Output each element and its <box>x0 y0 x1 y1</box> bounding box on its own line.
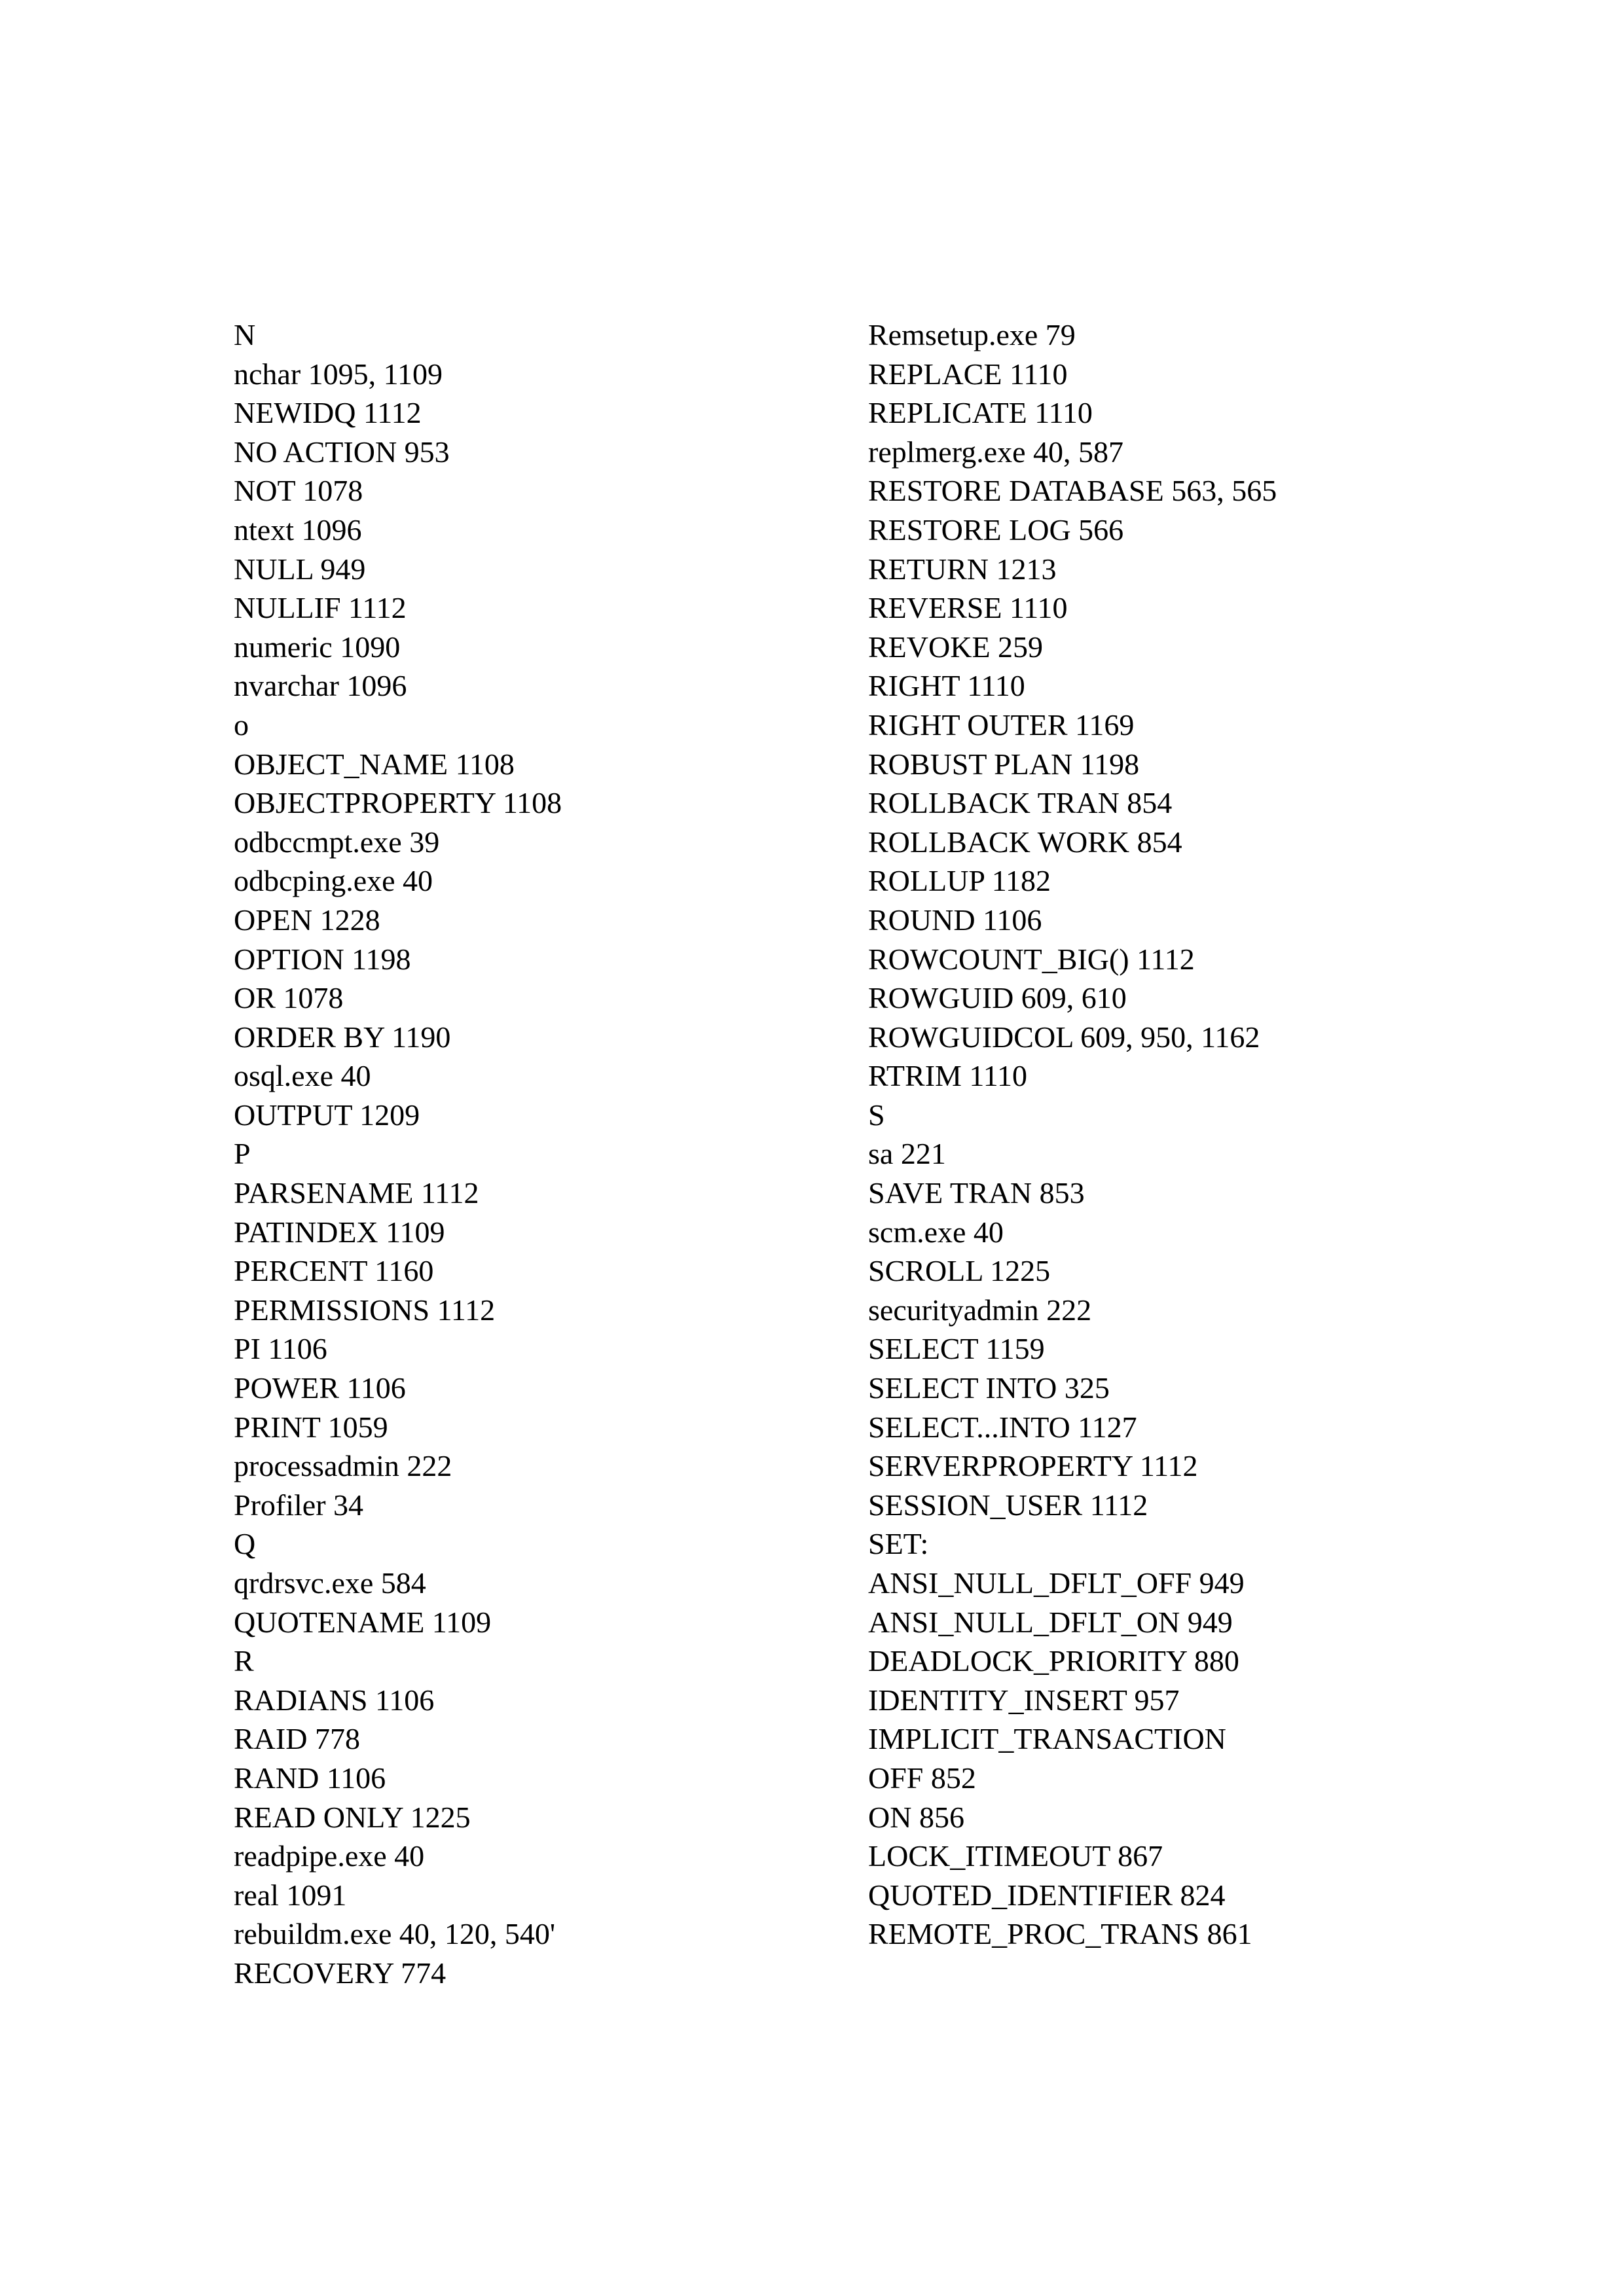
index-entry: ROBUST PLAN 1198 <box>868 747 1140 781</box>
index-entry: READ ONLY 1225 <box>234 1800 471 1834</box>
index-entry: RECOVERY 774 <box>234 1956 447 1990</box>
index-entry: processadmin 222 <box>234 1449 452 1483</box>
index-entry: SET: <box>868 1527 929 1561</box>
index-entry: NEWIDQ 1112 <box>234 396 422 430</box>
index-entry: PERMISSIONS 1112 <box>234 1293 496 1327</box>
index-entry: readpipe.exe 40 <box>234 1839 425 1873</box>
index-entry: S <box>868 1098 885 1132</box>
index-entry: odbcping.exe 40 <box>234 864 433 898</box>
index-entry: OBJECT_NAME 1108 <box>234 747 515 781</box>
index-entry: Q <box>234 1527 256 1561</box>
index-entry: ROWCOUNT_BIG() 1112 <box>868 942 1195 976</box>
index-entry: ROWGUID 609, 610 <box>868 981 1127 1015</box>
index-entry: RIGHT 1110 <box>868 669 1025 703</box>
index-entry: ntext 1096 <box>234 512 362 547</box>
index-entry: SELECT INTO 325 <box>868 1371 1110 1405</box>
index-entry: Remsetup.exe 79 <box>868 318 1076 351</box>
index-entry: OBJECTPROPERTY 1108 <box>234 786 562 820</box>
index-entry: qrdrsvc.exe 584 <box>234 1566 426 1600</box>
index-entry: REVOKE 259 <box>868 630 1044 664</box>
index-left-column <box>234 315 823 1993</box>
index-entry: OFF 852 <box>868 1761 976 1795</box>
index-entry: RAND 1106 <box>234 1761 386 1795</box>
index-entry: NOT 1078 <box>234 474 363 508</box>
index-entry: Profiler 34 <box>234 1488 364 1522</box>
index-entry: OUTPUT 1209 <box>234 1098 420 1132</box>
index-entry: RIGHT OUTER 1169 <box>868 708 1135 742</box>
index-entry: RAID 778 <box>234 1722 360 1756</box>
index-entry: sa 221 <box>868 1137 946 1171</box>
index-entry: REMOTE_PROC_TRANS 861 <box>868 1917 1252 1951</box>
index-entry: ROLLBACK TRAN 854 <box>868 786 1173 820</box>
index-entry: RESTORE DATABASE 563, 565 <box>868 474 1277 508</box>
index-entry: ROWGUIDCOL 609, 950, 1162 <box>868 1020 1260 1054</box>
index-entry: N <box>234 318 256 351</box>
index-entry: nchar 1095, 1109 <box>234 357 443 391</box>
index-entry: SELECT...INTO 1127 <box>868 1410 1137 1444</box>
index-entry: IMPLICIT_TRANSACTION <box>868 1722 1226 1756</box>
index-entry: PRINT 1059 <box>234 1410 388 1444</box>
index-entry: PI 1106 <box>234 1332 327 1366</box>
index-entry: R <box>234 1644 254 1678</box>
index-entry: ANSI_NULL_DFLT_ON 949 <box>868 1605 1233 1639</box>
index-entry: SESSION_USER 1112 <box>868 1488 1148 1522</box>
index-entry: RTRIM 1110 <box>868 1059 1028 1093</box>
index-entry: NO ACTION 953 <box>234 435 450 469</box>
index-entry: OPEN 1228 <box>234 903 380 937</box>
index-entry: securityadmin 222 <box>868 1293 1092 1327</box>
index-entry: NULL 949 <box>234 552 366 586</box>
index-entry: SCROLL 1225 <box>868 1254 1051 1288</box>
index-entry: ROLLUP 1182 <box>868 864 1051 898</box>
index-entry: nvarchar 1096 <box>234 669 407 703</box>
index-entry: REPLICATE 1110 <box>868 396 1093 430</box>
index-entry: DEADLOCK_PRIORITY 880 <box>868 1644 1239 1678</box>
index-entry: REVERSE 1110 <box>868 591 1068 625</box>
index-entry: NULLIF 1112 <box>234 591 407 625</box>
index-entry: rebuildm.exe 40, 120, 540' <box>234 1917 556 1951</box>
index-entry: RETURN 1213 <box>868 552 1057 586</box>
index-entry: SAVE TRAN 853 <box>868 1176 1085 1210</box>
index-entry: osql.exe 40 <box>234 1059 371 1093</box>
index-entry: ROLLBACK WORK 854 <box>868 825 1182 859</box>
index-entry: o <box>234 708 249 742</box>
index-entry: IDENTITY_INSERT 957 <box>868 1683 1180 1717</box>
index-entry: RADIANS 1106 <box>234 1683 435 1717</box>
index-right-column <box>868 315 1523 1954</box>
index-entry: SERVERPROPERTY 1112 <box>868 1449 1198 1483</box>
index-entry: OR 1078 <box>234 981 344 1015</box>
index-entry: numeric 1090 <box>234 630 401 664</box>
index-entry: ON 856 <box>868 1800 964 1834</box>
index-entry: REPLACE 1110 <box>868 357 1068 391</box>
index-entry: SELECT 1159 <box>868 1332 1045 1366</box>
index-entry: odbccmpt.exe 39 <box>234 825 440 859</box>
index-entry: PERCENT 1160 <box>234 1254 434 1288</box>
index-entry: ROUND 1106 <box>868 903 1042 937</box>
index-entry: scm.exe 40 <box>868 1215 1004 1249</box>
index-entry: real 1091 <box>234 1878 347 1912</box>
index-entry: PATINDEX 1109 <box>234 1215 445 1249</box>
index-entry: ORDER BY 1190 <box>234 1020 451 1054</box>
index-entry: ANSI_NULL_DFLT_OFF 949 <box>868 1566 1245 1600</box>
index-entry: replmerg.exe 40, 587 <box>868 435 1124 469</box>
index-entry: RESTORE LOG 566 <box>868 512 1124 547</box>
index-entry: OPTION 1198 <box>234 942 411 976</box>
index-entry: LOCK_ITIMEOUT 867 <box>868 1839 1163 1873</box>
index-entry: QUOTENAME 1109 <box>234 1605 492 1639</box>
index-entry: QUOTED_IDENTIFIER 824 <box>868 1878 1226 1912</box>
index-entry: P <box>234 1137 251 1171</box>
index-entry: POWER 1106 <box>234 1371 406 1405</box>
index-entry: PARSENAME 1112 <box>234 1176 479 1210</box>
